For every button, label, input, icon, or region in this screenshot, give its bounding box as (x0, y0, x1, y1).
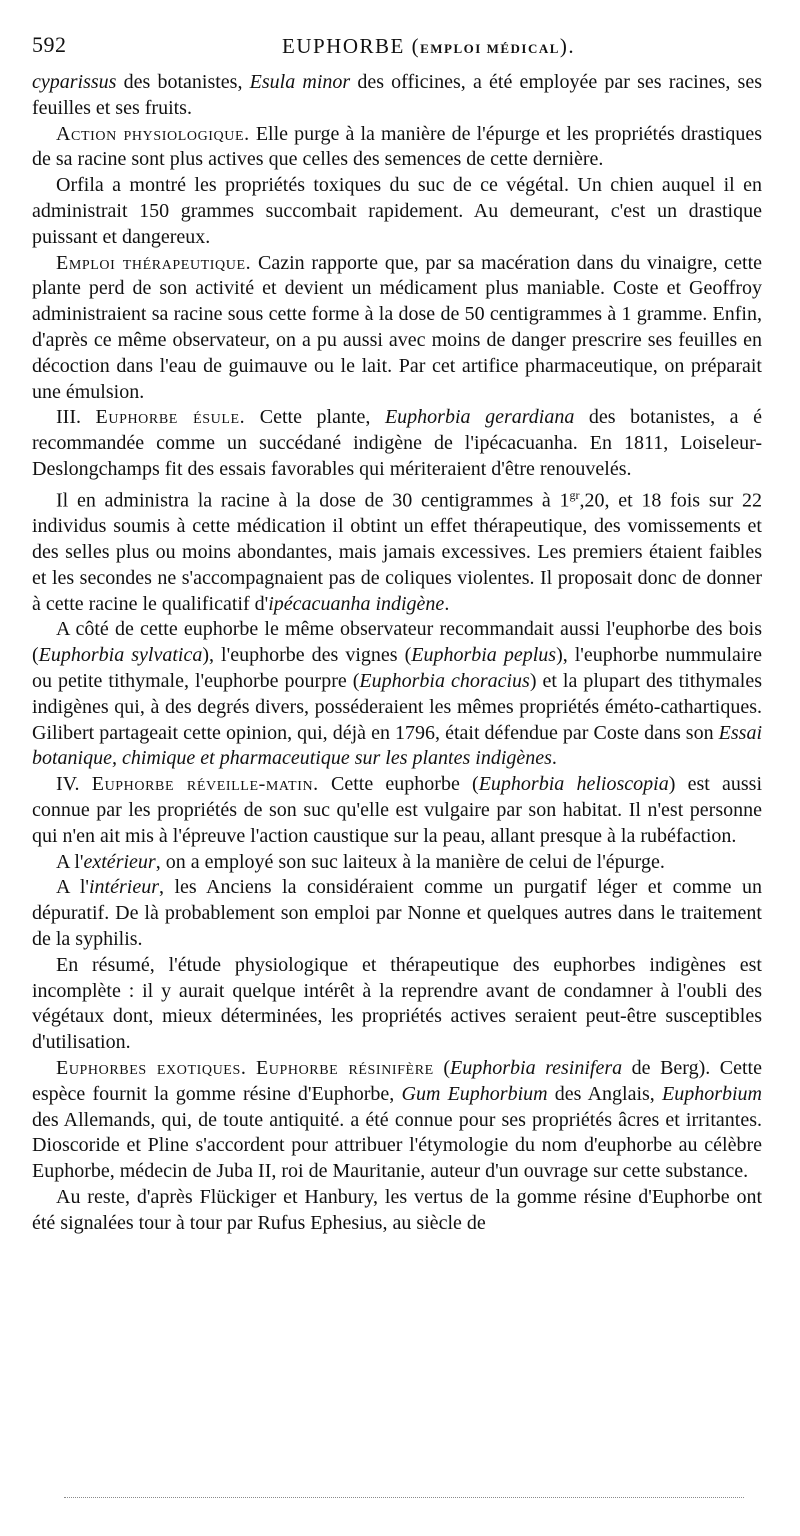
italic-term: Euphorbia choracius (359, 669, 530, 692)
paragraph-action-physiologique (32, 122, 762, 174)
page-header (32, 32, 762, 66)
page-number: 592 (32, 32, 67, 57)
text-run: ( (433, 1056, 451, 1079)
paragraph-resume (32, 953, 762, 1056)
text-run: Au reste, d'après Flückiger et Hanbury, les vertus de la gomme résine d'Euphorbe ont été signalées tour à tour par Rufus Ephesius, au siècle de (32, 1185, 762, 1234)
text-run: . (551, 747, 557, 770)
text-run: des Allemands, qui, de toute antiquité. a été connue pour ses propriétés âcres et irritantes. Dioscoride et Pline s'accordent pour attribuer l'étymologie du nom d'euphorbe au célèbre Euphorbe, médecin de Juba II, roi de Mauritanie, auteur d'un ouvrage sur cette substance. (32, 1108, 762, 1183)
paragraph-continuation (32, 70, 762, 122)
text-run: Orfila a montré les propriétés toxiques du suc de ce végétal. Un chien auquel il en administrait 150 grammes succombait rapidement. Au demeurant, c'est un drastique puissant et dangereux. (32, 174, 762, 248)
text-run: . (444, 592, 450, 615)
text-run: Cazin rapporte que, par sa macération dans du vinaigre, cette plante perd de son activité et devient un médicament plus maniable. Coste et Geoffroy administraient sa racine sous cette forme à la dose de 50 centigrammes à 1 gramme. Enfin, d'après ce même observateur, on a pu aussi avec moins de danger prescrire ses feuilles en décoction dans l'eau de guimauve ou le lait. Par cet artifice pharmaceutique, on préparait une émulsion. (32, 251, 763, 403)
italic-term: ipécacuanha indigène (268, 592, 445, 615)
section-heading: Action physiologique. (56, 122, 250, 145)
text-run: , les Anciens la considéraient comme un purgatif léger et comme un dépuratif. De là probablement son emploi par Nonne et quelques autres dans le traitement de la syphilis. (32, 876, 763, 950)
text-run: ,20, et 18 fois sur 22 individus soumis à cette médication il obtint un effet thérapeutique, des vomissements et des selles plus ou moins abondantes, mais jamais excessives. Les premiers étaient faibles et les secondes ne s'accompagnaient pas de coliques violentes. Il proposait donc de donner à cette racine le qualificatif d' (32, 489, 762, 615)
italic-term: Euphorbia gerardiana (384, 406, 575, 429)
section-heading: Emploi thérapeutique. (56, 251, 252, 274)
text-run (246, 1057, 256, 1079)
paragraph-emploi-therapeutique (32, 251, 762, 406)
paragraph-orfila (32, 173, 762, 250)
paragraph-euphorbe-esule (32, 405, 762, 482)
text-run: A l' (56, 876, 89, 899)
text-run: des botanistes, (116, 71, 250, 93)
text-run: Cette euphorbe ( (318, 773, 479, 796)
text-run: de Berg). Cette espèce fournit la gomme résine d'Euphorbe, (32, 1056, 762, 1105)
section-heading: Euphorbe réveille-matin. (91, 773, 319, 796)
italic-term: Essai botanique, chimique et pharmaceutique sur les plantes indigènes (32, 721, 762, 770)
paragraph-dose (32, 483, 762, 618)
italic-term: Euphorbia sylvatica (38, 644, 203, 667)
text-run: ) et la plupart des tithymales indigènes qui, à des degrés divers, posséderaient les mêmes propriétés éméto-cathartiques. Gilibert partageait cette opinion, qui, déjà en 1796, était défendue par Coste dans son (32, 669, 762, 744)
text-run: Elle purge à la manière de l'épurge et les propriétés drastiques de sa racine sont plus actives que celles des semences de cette dernière. (32, 122, 762, 171)
running-head-paren-close: ). (559, 34, 576, 58)
text-run: Il en administra la racine à la dose de 30 centigrammes à 1 (56, 489, 570, 512)
running-head (282, 34, 575, 59)
text-run: ), l'euphorbe des vignes ( (202, 644, 412, 667)
paragraph-euphorbes-exotiques (32, 1056, 762, 1185)
italic-term: Euphorbia peplus (411, 644, 557, 667)
italic-term: Euphorbia helioscopia (478, 773, 669, 796)
italic-term: extérieur (83, 850, 156, 873)
text-run: des botanistes, a é recommandée comme un succédané indigène de l'ipécacuanha. En 1811, Loiseleur-Deslongchamps fit des essais favorables qui mériteraient d'être renouvelés. (32, 406, 762, 480)
section-heading: Euphorbe ésule. (95, 406, 246, 429)
paragraph-autres-euphorbes (32, 617, 762, 772)
text-run: ) est aussi connue par les propriétés de son suc qu'elle est vulgaire par son habitat. Il n'est personne qui n'en ait mis à l'épreuve l'action caustique sur la peau, allant presque à la rubéfaction. (32, 773, 763, 847)
section-subheading: Euphorbe résinifère (255, 1056, 434, 1079)
italic-term: Euphorbia resinifera (450, 1056, 623, 1079)
text-run: A côté de cette euphorbe le même observateur recommandait aussi l'euphorbe des bois ( (32, 618, 762, 667)
section-number: III. (56, 406, 96, 429)
italic-term: Euphorbium (662, 1082, 762, 1105)
page-body (32, 70, 762, 1237)
section-heading: Euphorbes exotiques. (56, 1056, 247, 1079)
paragraph-interieur (32, 875, 762, 952)
footer-dotted-line (64, 1497, 744, 1498)
text-run: A l' (56, 850, 84, 873)
text-run: des officines, a été employée par ses racines, ses feuilles et ses fruits. (32, 71, 762, 119)
text-run: Cette plante, (245, 406, 385, 429)
text-run: En résumé, l'étude physiologique et thérapeutique des euphorbes indigènes est incomplète : il y aurait quelque intérêt à la reprendre avant de condamner à l'oubli des végétaux dont, mieux déterminées, les propriétés actives seraient peut-être susceptibles d'utilisation. (32, 953, 762, 1054)
unit-superscript: gr (569, 487, 580, 502)
text-run: , on a employé son suc laiteux à la manière de celui de l'épurge. (155, 850, 665, 873)
text-run: des Anglais, (547, 1082, 662, 1105)
running-head-subtitle: EMPLOI MÉDICAL (420, 41, 560, 56)
italic-term: Esula minor (249, 71, 351, 93)
paragraph-exterieur (32, 850, 762, 876)
italic-term: Gum Euphorbium (401, 1082, 548, 1105)
paragraph-euphorbe-reveille-matin (32, 772, 762, 849)
section-number: IV. (56, 773, 92, 796)
running-head-title: EUPHORBE (282, 34, 405, 58)
italic-term: intérieur (88, 876, 159, 899)
running-head-paren-open: ( (404, 34, 421, 58)
text-run: ), l'euphorbe nummulaire ou petite tithymale, l'euphorbe pourpre ( (32, 644, 762, 692)
italic-term: cyparissus (32, 71, 117, 93)
paragraph-au-reste (32, 1185, 762, 1237)
